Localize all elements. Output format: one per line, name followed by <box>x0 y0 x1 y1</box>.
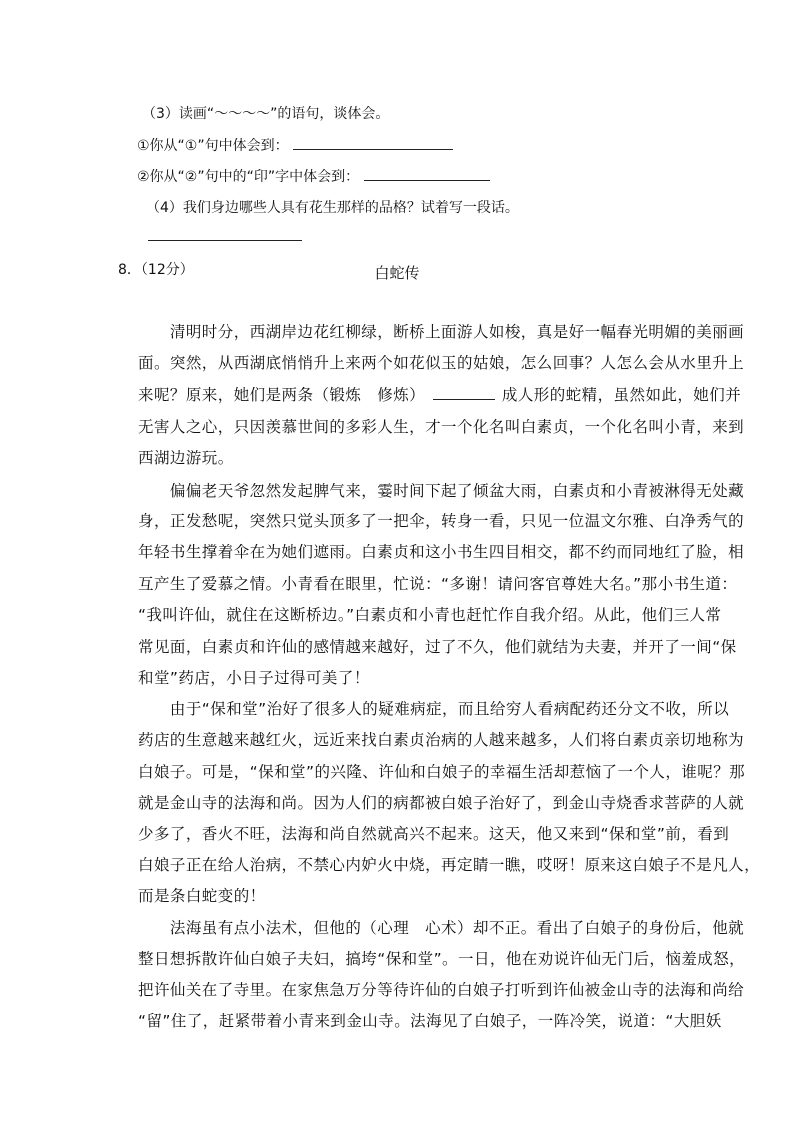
passage-line: 互产生了爱慕之情。小青看在眼里，忙说：“多谢！请问客官尊姓大名。”那小书生道： <box>138 575 738 593</box>
passage-title: 白蛇传 <box>374 264 420 282</box>
passage-line-with-blank <box>138 383 741 405</box>
passage-line: 白娘子。可是，“保和堂”的兴隆、许仙和白娘子的幸福生活却惹恼了一个人，谁呢？那 <box>138 763 746 781</box>
q7-item4: （4）我们身边哪些人具有花生那样的品格？试着写一段话。 <box>146 200 519 216</box>
passage-line: 白娘子正在给人治病，不禁心内妒火中烧，再定睛一瞧，哎呀！原来这白娘子不是凡人， <box>138 856 761 874</box>
answer-blank-4[interactable] <box>433 385 495 400</box>
passage-line: 而是条白蛇变的！ <box>138 887 266 905</box>
q8-number: 8．（12分） <box>118 262 194 278</box>
passage-line: 面。突然，从西湖底悄悄升上来两个如花似玉的姑娘，怎么回事？人怎么会从水里升上 <box>138 354 745 372</box>
passage-line-part: 成人形的蛇精，虽然如此，她们并 <box>501 386 742 404</box>
passage-line: 常见面，白素贞和许仙的感情越来越好，过了不久，他们就结为夫妻，并开了一间“保 <box>138 638 737 656</box>
passage-line: 少多了，香火不旺，法海和尚自然就高兴不起来。这天，他又来到“保和堂”前，看到 <box>138 825 730 843</box>
passage-line: 西湖边游玩。 <box>138 449 234 467</box>
passage-line: “留”住了，赶紧带着小青来到金山寺。法海见了白娘子，一阵冷笑，说道：“大胆妖 <box>138 1012 722 1030</box>
passage-line-part: 来呢？原来，她们是两条（锻炼 修炼） <box>138 386 426 404</box>
q7-item3b-row <box>137 166 490 187</box>
answer-blank-2[interactable] <box>364 166 490 181</box>
q7-item3: （3）读画“～～～～”的语句，谈体会。 <box>142 106 390 122</box>
passage-line: 法海虽有点小法术，但他的（心理 心术）却不正。看出了白娘子的身份后，他就 <box>138 919 745 937</box>
passage-line: 偏偏老天爷忽然发起脾气来，霎时间下起了倾盆大雨，白素贞和小青被淋得无处藏 <box>138 482 745 500</box>
q7-item3a-label: ①你从“①”句中体会到： <box>137 138 289 154</box>
passage-line: 无害人之心，只因羡慕世间的多彩人生，才一个化名叫白素贞，一个化名叫小青，来到 <box>138 418 745 436</box>
passage-line: 由于“保和堂”治好了很多人的疑难病症，而且给穷人看病配药还分文不收，所以 <box>138 700 730 718</box>
answer-blank-1[interactable] <box>293 135 453 150</box>
q7-item3b-label: ②你从“②”句中的“印”字中体会到： <box>137 169 360 185</box>
passage-line: 把许仙关在了寺里。在家焦急万分等待许仙的白娘子打听到许仙被金山寺的法海和尚给 <box>138 981 745 999</box>
passage-line: 药店的生意越来越红火，远近来找白素贞治病的人越来越多，人们将白素贞亲切地称为 <box>138 731 745 749</box>
passage-line: 清明时分，西湖岸边花红柳绿，断桥上面游人如梭，真是好一幅春光明媚的美丽画 <box>138 323 745 341</box>
passage-line: 就是金山寺的法海和尚。因为人们的病都被白娘子治好了，到金山寺烧香求菩萨的人就 <box>138 794 745 812</box>
passage-line: 年轻书生撑着伞在为她们遮雨。白素贞和这小书生四目相交，都不约而同地红了脸，相 <box>138 543 745 561</box>
passage-line: “我叫许仙，就住在这断桥边。”白素贞和小青也赶忙作自我介绍。从此，他们三人常 <box>138 606 722 624</box>
passage-line: 和堂”药店，小日子过得可美了！ <box>138 669 370 687</box>
passage-line: 身，正发愁呢，突然只觉头顶多了一把伞，转身一看，只见一位温文尔雅、白净秀气的 <box>138 512 745 530</box>
q7-item3a-row <box>137 135 453 156</box>
passage-line: 整日想拆散许仙白娘子夫妇，搞垮“保和堂”。一日，他在劝说许仙无门后，恼羞成怒， <box>138 950 746 968</box>
answer-blank-3[interactable] <box>148 226 302 241</box>
